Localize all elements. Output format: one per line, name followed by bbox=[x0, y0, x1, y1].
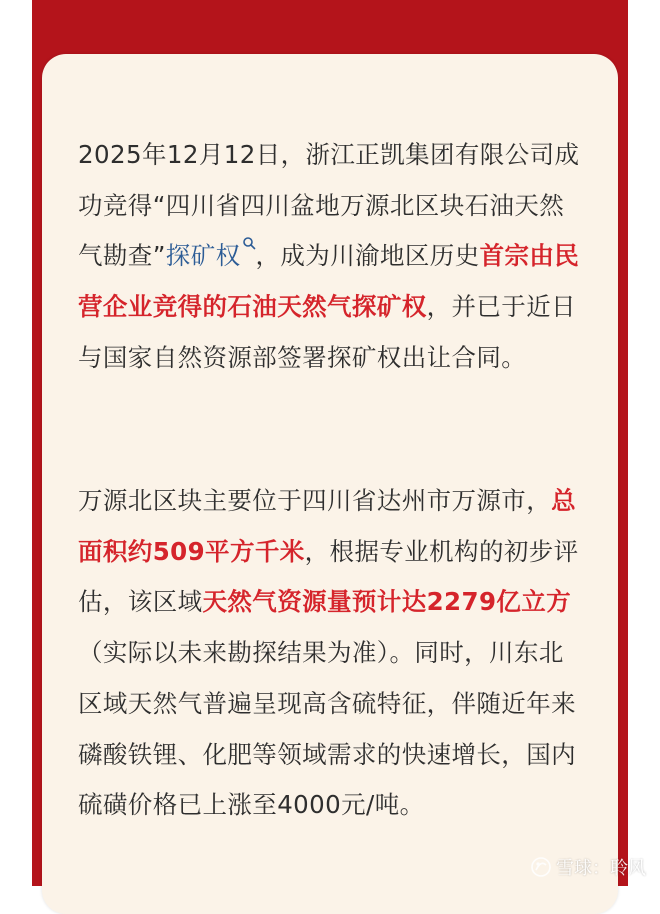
p2-text-2: ，根据专业机构的初步评估，该区域 bbox=[78, 536, 579, 617]
p2-text-1: 万源北区块主要位于四川省达州市万源市， bbox=[78, 486, 552, 515]
snowball-logo-icon bbox=[530, 856, 552, 878]
highlight-total-area: 总面积约509平方千米 bbox=[78, 486, 577, 566]
keyword-link-label[interactable]: 探矿权 bbox=[165, 241, 241, 271]
watermark bbox=[530, 854, 646, 880]
p1-text-3: ，并已于近日与国家自然资源部签署探矿权出让合同。 bbox=[78, 292, 577, 372]
article-paragraph-2 bbox=[78, 476, 588, 831]
p1-text-2: ，成为川渝地区历史 bbox=[255, 241, 480, 271]
search-icon[interactable] bbox=[242, 236, 256, 252]
article-paragraph-1 bbox=[78, 130, 588, 384]
keyword-link-exploration-right[interactable] bbox=[166, 241, 256, 270]
highlight-first-private-enterprise: 首宗由民营企业竞得的石油天然气探矿权 bbox=[78, 241, 580, 322]
p2-text-3: （实际以未来勘探结果为准）。同时，川东北区域天然气普遍呈现高含硫特征，伴随近年来磷酸铁锂、化肥等领域需求的快速增长，国内硫磺价格已上涨至4000元/吨。 bbox=[78, 638, 576, 820]
highlight-gas-resources: 天然气资源量预计达2279亿立方 bbox=[202, 587, 572, 617]
watermark-text: 雪球：聆风 bbox=[556, 858, 646, 879]
p1-text-1: 2025年12月12日，浙江正凯集团有限公司成功竞得“四川省四川盆地万源北区块石油天然气勘查” bbox=[78, 140, 580, 271]
